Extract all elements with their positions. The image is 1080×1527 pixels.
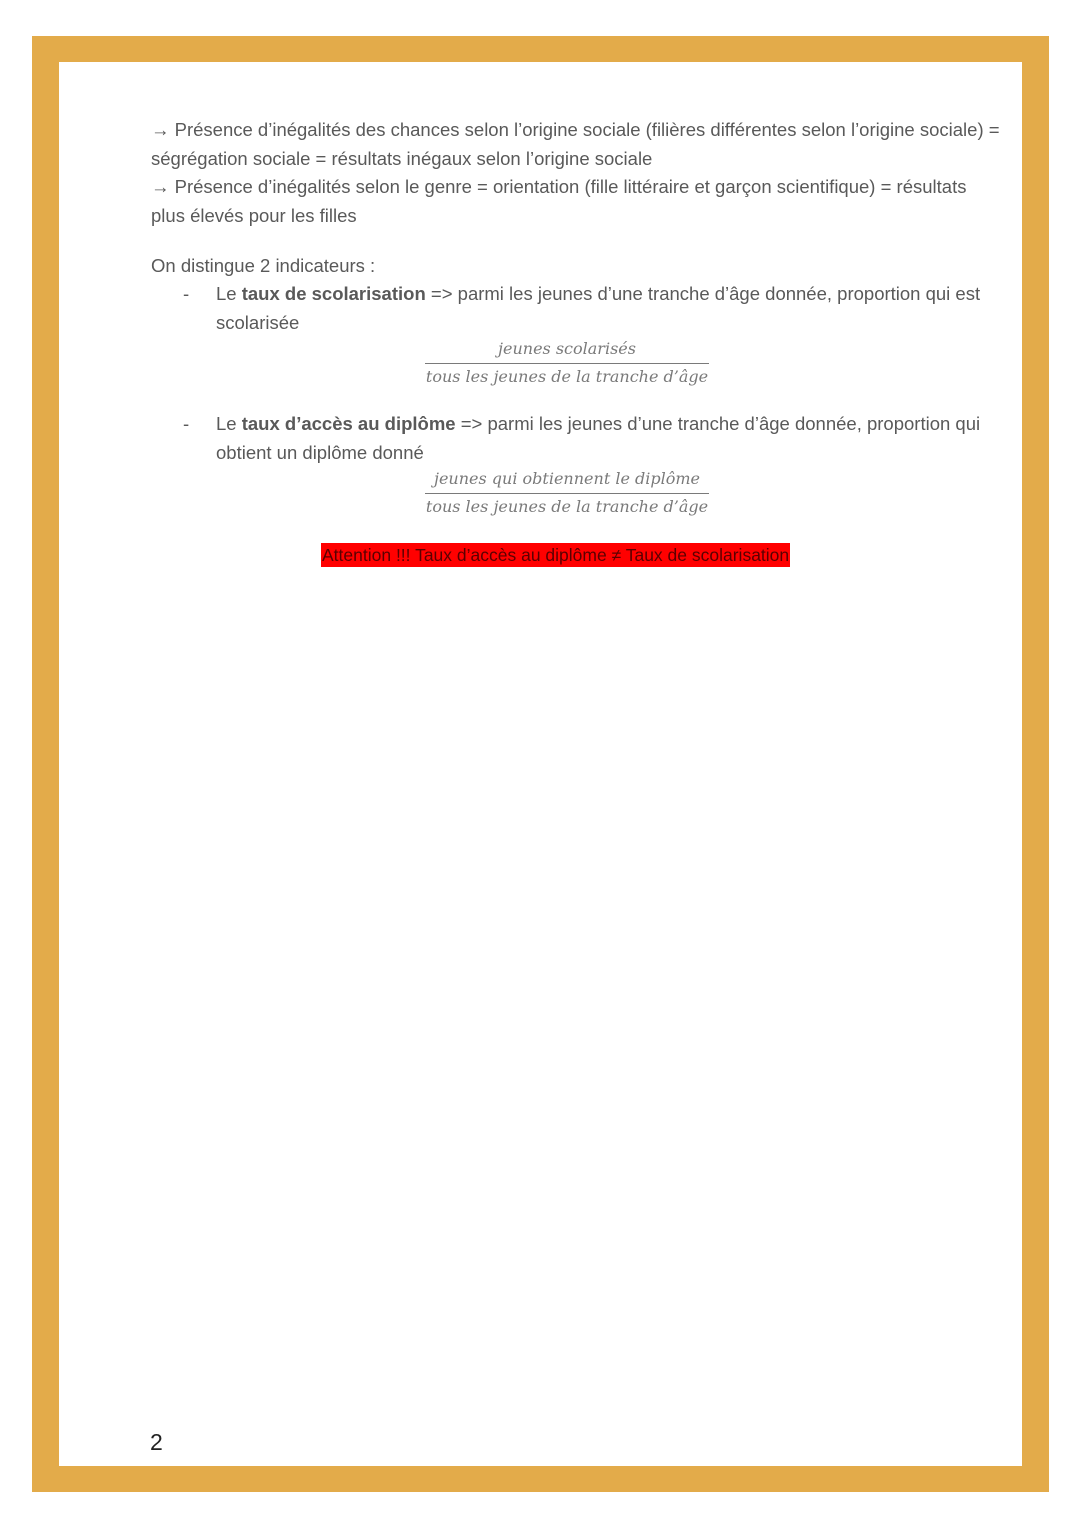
bullet-dash: - <box>183 413 190 434</box>
indicator-prefix: Le <box>216 283 242 304</box>
indicator-acces-diplome <box>216 410 980 467</box>
indicator-prefix: Le <box>216 413 242 434</box>
indicator-term: taux d’accès au diplôme <box>241 413 456 434</box>
fraction-numerator: jeunes scolarisés <box>425 338 709 364</box>
text-line: ségrégation sociale = résultats inégaux selon l’origine sociale <box>151 147 653 169</box>
page-border-frame <box>32 36 1049 1492</box>
attention-highlight: Attention !!! Taux d’accès au diplôme ≠ Taux de scolarisation <box>322 545 790 565</box>
bullet-dash: - <box>183 283 190 304</box>
fraction-scolarisation <box>425 338 709 388</box>
indicator-term: taux de scolarisation <box>241 283 426 304</box>
indicators-intro: On distingue 2 indicateurs : <box>151 255 376 276</box>
indicator-scolarisation <box>216 280 980 337</box>
fraction-numerator: jeunes qui obtiennent le diplôme <box>425 468 709 494</box>
text-line: → Présence d’inégalités selon le genre = orientation (fille littéraire et garçon scientifique) = résultats <box>151 176 967 197</box>
document-page <box>59 62 1022 1466</box>
fraction-acces-diplome <box>425 468 709 518</box>
indicator-definition: => parmi les jeunes d’une tranche d’âge donnée, proportion qui <box>455 413 981 434</box>
fraction-denominator: tous les jeunes de la tranche d’âge <box>425 497 709 516</box>
page-number: 2 <box>150 1429 163 1455</box>
indicator-definition-continued: scolarisée <box>216 311 300 333</box>
fraction-denominator: tous les jeunes de la tranche d’âge <box>425 367 709 386</box>
text-line: plus élevés pour les filles <box>151 204 357 226</box>
indicator-definition-continued: obtient un diplôme donné <box>216 441 424 463</box>
text-line: → Présence d’inégalités des chances selon l’origine sociale (filières différentes selon l’origine sociale) = <box>151 119 1000 140</box>
indicator-definition: => parmi les jeunes d’une tranche d’âge donnée, proportion qui est <box>425 283 981 304</box>
opening-paragraph <box>151 116 1000 230</box>
